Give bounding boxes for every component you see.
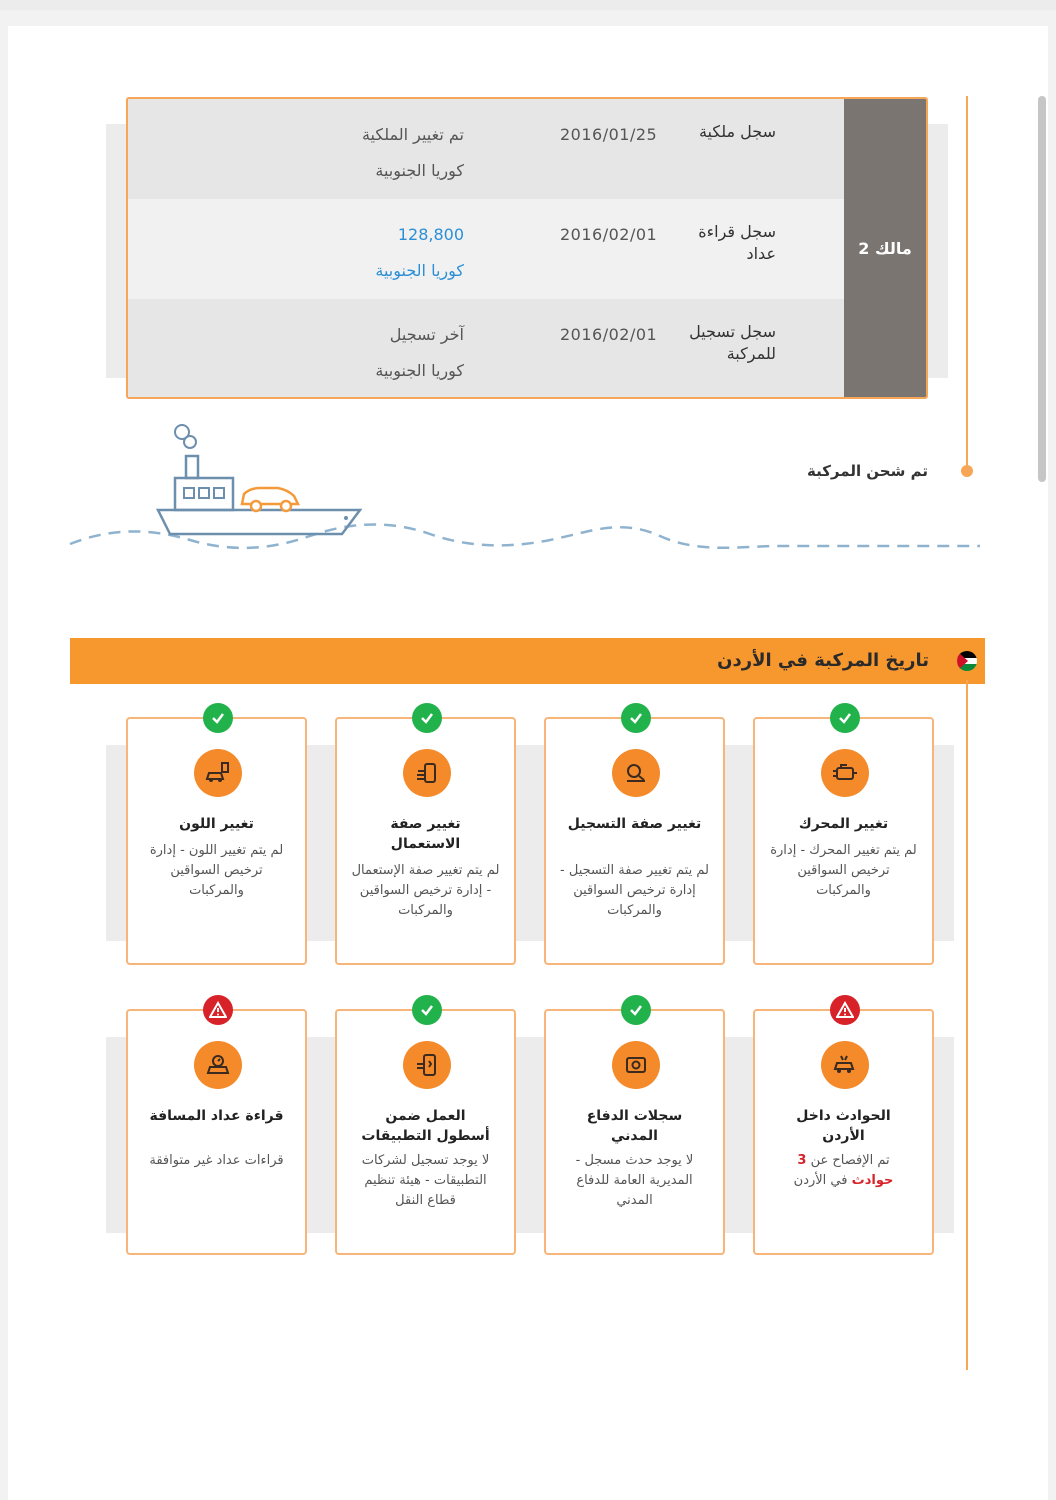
usage-icon: [403, 749, 451, 797]
top-bar: [0, 0, 1056, 10]
warning-icon: [203, 995, 233, 1025]
card-apps-fleet[interactable]: [335, 1009, 516, 1255]
paint-icon: [194, 749, 242, 797]
warning-icon: [830, 995, 860, 1025]
record-value: تم تغيير الملكية: [361, 125, 464, 144]
card-title: سجلات الدفاع المدني: [586, 1108, 683, 1144]
check-icon: [412, 703, 442, 733]
check-icon: [621, 703, 651, 733]
check-icon: [830, 703, 860, 733]
accident-word: حوادث: [851, 1173, 894, 1188]
card-title: العمل ضمن أسطول التطبيقات: [361, 1108, 490, 1144]
record-type: سجل ملكية: [698, 122, 776, 141]
table-row: [128, 299, 844, 399]
record-date: 2016/02/01: [560, 325, 658, 344]
card-title: تغيير اللون: [179, 816, 254, 832]
card-description: لا يوجد تسجيل لشركات التطبيقات - هيئة تنظيم قطاع النقل: [361, 1153, 490, 1208]
section-title: تاريخ المركبة في الأردن: [717, 650, 929, 671]
card-title: قراءة عداد المسافة: [149, 1108, 284, 1124]
card-description: قراءات عداد غير متوافقة: [149, 1153, 284, 1168]
odometer-icon: [194, 1041, 242, 1089]
scrollbar[interactable]: [1038, 96, 1046, 482]
owner-label: مالك 2: [844, 99, 926, 397]
check-icon: [203, 703, 233, 733]
card-accidents[interactable]: [753, 1009, 934, 1255]
card-description: لم يتم تغيير صفة التسجيل - إدارة ترخيص السواقين والمركبات: [560, 863, 709, 918]
record-country: كوريا الجنوبية: [375, 261, 464, 280]
card-title: الحوادث داخل الأردن: [796, 1108, 891, 1144]
card-description: لا يوجد حدث مسجل - المديرية العامة للدفاع المدني: [575, 1153, 694, 1208]
card-odometer[interactable]: [126, 1009, 307, 1255]
record-type: سجل تسجيل للمركبة: [689, 322, 776, 363]
card-description: [769, 1151, 918, 1191]
ship-illustration: [60, 418, 990, 558]
civil-defense-icon: [612, 1041, 660, 1089]
card-usage-change[interactable]: [335, 717, 516, 965]
card-description: لم يتم تغيير اللون - إدارة ترخيص السواقين والمركبات: [149, 843, 284, 898]
card-registration-change[interactable]: [544, 717, 725, 965]
record-value: آخر تسجيل: [389, 325, 464, 344]
card-title: تغيير صفة التسجيل: [567, 816, 702, 832]
card-title: تغيير المحرك: [798, 816, 889, 832]
record-country: كوريا الجنوبية: [375, 361, 464, 380]
card-color-change[interactable]: [126, 717, 307, 965]
desc-prefix: تم الإفصاح عن: [810, 1153, 890, 1168]
card-civil-defense[interactable]: [544, 1009, 725, 1255]
check-icon: [621, 995, 651, 1025]
card-title: تغيير صفة الاستعمال: [390, 816, 461, 852]
record-date: 2016/02/01: [560, 225, 658, 244]
shipped-label: تم شحن المركبة: [806, 462, 928, 480]
card-description: لم يتم تغيير المحرك - إدارة ترخيص السواقين والمركبات: [770, 843, 917, 898]
jordan-history-header: [70, 638, 985, 684]
accident-count: 3: [797, 1153, 807, 1168]
record-country: كوريا الجنوبية: [375, 161, 464, 180]
record-type: سجل قراءة عداد: [698, 222, 776, 263]
apps-fleet-icon: [403, 1041, 451, 1089]
table-row: [128, 99, 844, 199]
card-description: لم يتم تغيير صفة الإستعمال - إدارة ترخيص السواقين والمركبات: [351, 863, 500, 918]
timeline-line: [966, 96, 968, 468]
jordan-flag-icon: [957, 651, 977, 671]
odometer-value: 128,800: [397, 225, 464, 244]
timeline-line: [966, 680, 968, 1370]
record-date: 2016/01/25: [560, 125, 658, 144]
owner-history-table: [126, 97, 928, 399]
card-engine-change[interactable]: [753, 717, 934, 965]
engine-icon: [821, 749, 869, 797]
registration-icon: [612, 749, 660, 797]
desc-tail: في الأردن: [793, 1173, 848, 1188]
check-icon: [412, 995, 442, 1025]
accident-icon: [821, 1041, 869, 1089]
table-row: [128, 199, 844, 299]
